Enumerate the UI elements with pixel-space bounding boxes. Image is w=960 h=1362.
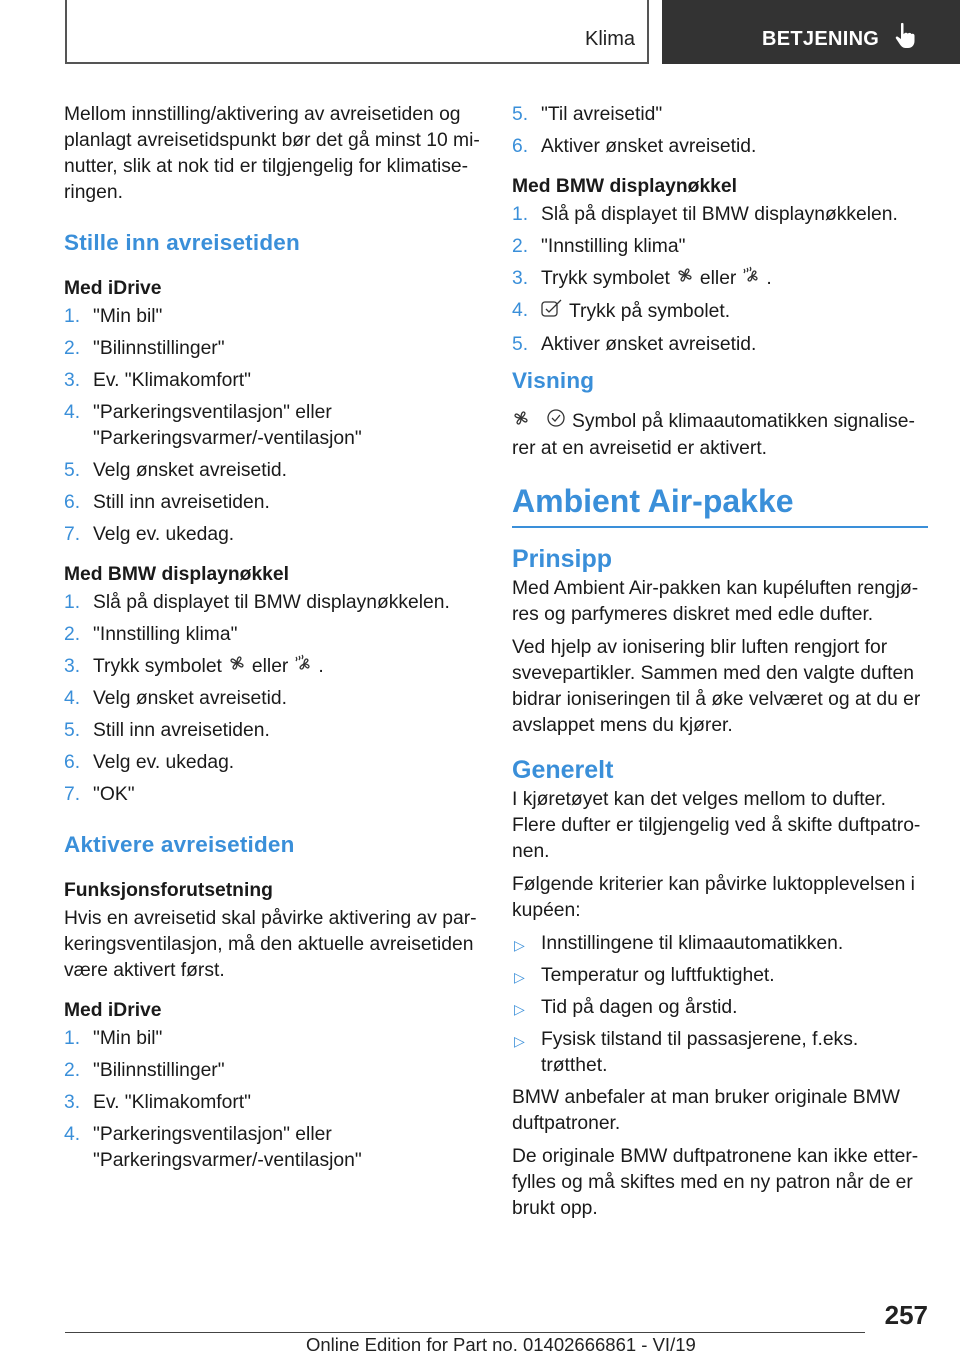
subheading-displaynokkel-2: Med BMW displaynøkkel [512, 176, 737, 197]
list-item: 6. Aktiver ønsket avreisetid. [512, 136, 757, 157]
list-item: 6. Velg ev. ukedag. [64, 752, 235, 774]
subheading-med-idrive: Med iDrive [64, 278, 162, 299]
confirm-edit-icon [541, 298, 563, 326]
triangle-bullet-icon: ▷ [514, 1001, 525, 1018]
triangle-bullet-icon: ▷ [514, 969, 525, 986]
generelt-text-2: Følgende kriterier kan påvirke luktopplevelsen i kupéen: [512, 874, 915, 922]
generelt-text-4: De originale BMW duftpatronene kan ikke etterfylles og må skiftes med en ny patron når de er brukt opp. [512, 1146, 919, 1220]
list-item: 4. "Parkeringsventilasjon" eller "Parkeringsvarmer/-ventilasjon" [64, 1124, 362, 1172]
fan-icon [512, 409, 530, 435]
criteria-list [512, 931, 928, 1079]
page-number: 257 [884, 1300, 928, 1330]
steps-idrive-1 [64, 304, 480, 548]
list-item: 1. "Min bil" [64, 1028, 163, 1050]
heading-generelt: Generelt [512, 756, 614, 785]
list-item: ▷ Temperatur og luftfuktighet. [512, 963, 928, 989]
fan-icon [676, 266, 694, 292]
subheading-displaynokkel: Med BMW displaynøkkel [64, 564, 289, 585]
clock-check-icon [546, 408, 566, 436]
list-item: 1. Slå på displayet til BMW displaynøkkelen. [64, 592, 450, 613]
chapter-heading-ambient-air: Ambient Air-pakke [512, 488, 928, 528]
footer-edition: Online Edition for Part no. 01402666861 - VI/19 [306, 1334, 696, 1355]
header-tab-label: BETJENING [762, 28, 880, 50]
left-column [64, 102, 480, 1180]
prinsipp-text-2: Ved hjelp av ionisering blir luften rengjort for svevepartikler. Sammen med den valgte duften bidrar ioniseringen til å øke velværet og at du er avslappet mens du kjører. [512, 637, 921, 737]
list-item: 2. "Bilinnstillinger" [64, 338, 225, 359]
funksjon-text: Hvis en avreisetid skal påvirke aktivering av parkeringsventilasjon, må den aktuelle avreisetiden være aktivert først. [64, 908, 477, 982]
heading-prinsipp: Prinsipp [512, 545, 613, 574]
list-item: ▷ Innstillingene til klimaautomatikken. [512, 931, 928, 957]
list-item: 2. "Bilinnstillinger" [64, 1060, 225, 1082]
steps-displaykey-1 [64, 590, 480, 808]
hand-pointer-icon [894, 22, 916, 55]
list-item: 5. Aktiver ønsket avreisetid. [512, 334, 757, 356]
heading-visning: Visning [512, 368, 595, 394]
fan-icon [228, 654, 246, 680]
header-frame [65, 0, 649, 64]
footer-divider [65, 1332, 865, 1333]
heat-fan-icon [294, 654, 312, 680]
steps-displaykey-2 [512, 202, 928, 358]
list-item: 5. Velg ønsket avreisetid. [64, 460, 287, 481]
triangle-bullet-icon: ▷ [514, 937, 525, 954]
intro-text: Mellom innstilling/aktivering av avreisetiden og planlagt avreisetidspunkt bør det gå minst 10 minutter, slik at nok tid er tilgjengelig for klimatiseringen. [64, 104, 480, 203]
generelt-text-3: BMW anbefaler at man bruker originale BMW duftpatroner. [512, 1087, 900, 1135]
list-item: 4. "Parkeringsventilasjon" eller "Parkeringsvarmer/-ventilasjon" [64, 402, 362, 449]
list-item: 1. Slå på displayet til BMW displaynøkkelen. [512, 204, 898, 225]
header-tab [662, 0, 960, 64]
list-item: 4. Trykk på symbolet. [512, 298, 928, 326]
heading-aktivere: Aktivere avreisetiden [64, 832, 295, 858]
list-item: 7. "OK" [64, 784, 135, 806]
triangle-bullet-icon: ▷ [514, 1033, 525, 1050]
list-item: 1. "Min bil" [64, 306, 163, 327]
list-item: 3. Trykk symbolet eller . [512, 266, 928, 292]
list-item: 5. "Til avreisetid" [512, 104, 663, 125]
list-item: 5. Still inn avreisetiden. [64, 720, 270, 742]
list-item: 4. Velg ønsket avreisetid. [64, 688, 287, 710]
generelt-text-1: I kjøretøyet kan det velges mellom to dufter. Flere dufter er tilgjengelig ved å skifte duftpatronen. [512, 789, 921, 863]
steps-idrive-2 [64, 1026, 480, 1174]
list-item: ▷ Tid på dagen og årstid. [512, 995, 928, 1021]
list-item: ▷ Fysisk tilstand til passasjerene, f.eks. trøtthet. [514, 1029, 859, 1077]
heat-fan-icon [742, 266, 760, 292]
right-column [512, 102, 928, 1229]
subheading-funksjonsforutsetning: Funksjonsforutsetning [64, 880, 273, 902]
list-item: 3. Ev. "Klimakomfort" [64, 1092, 251, 1114]
subheading-med-idrive-2: Med iDrive [64, 1000, 162, 1022]
steps-idrive-2-cont [512, 102, 928, 160]
list-item: 6. Still inn avreisetiden. [64, 492, 270, 513]
prinsipp-text-1: Med Ambient Air-pakken kan kupéluften rengjøres og parfymeres diskret med edle dufter. [512, 578, 919, 626]
list-item: 2. "Innstilling klima" [64, 624, 238, 645]
header-section-title: Klima [584, 28, 635, 50]
list-item: 7. Velg ev. ukedag. [64, 524, 235, 545]
list-item: 3. Trykk symbolet eller . [64, 654, 480, 680]
visning-text: Symbol på klimaautomatikken signaliserer at en avreisetid er aktivert. [512, 408, 928, 462]
list-item: 2. "Innstilling klima" [512, 236, 686, 257]
list-item: 3. Ev. "Klimakomfort" [64, 370, 251, 391]
heading-stille-inn: Stille inn avreisetiden [64, 230, 300, 255]
